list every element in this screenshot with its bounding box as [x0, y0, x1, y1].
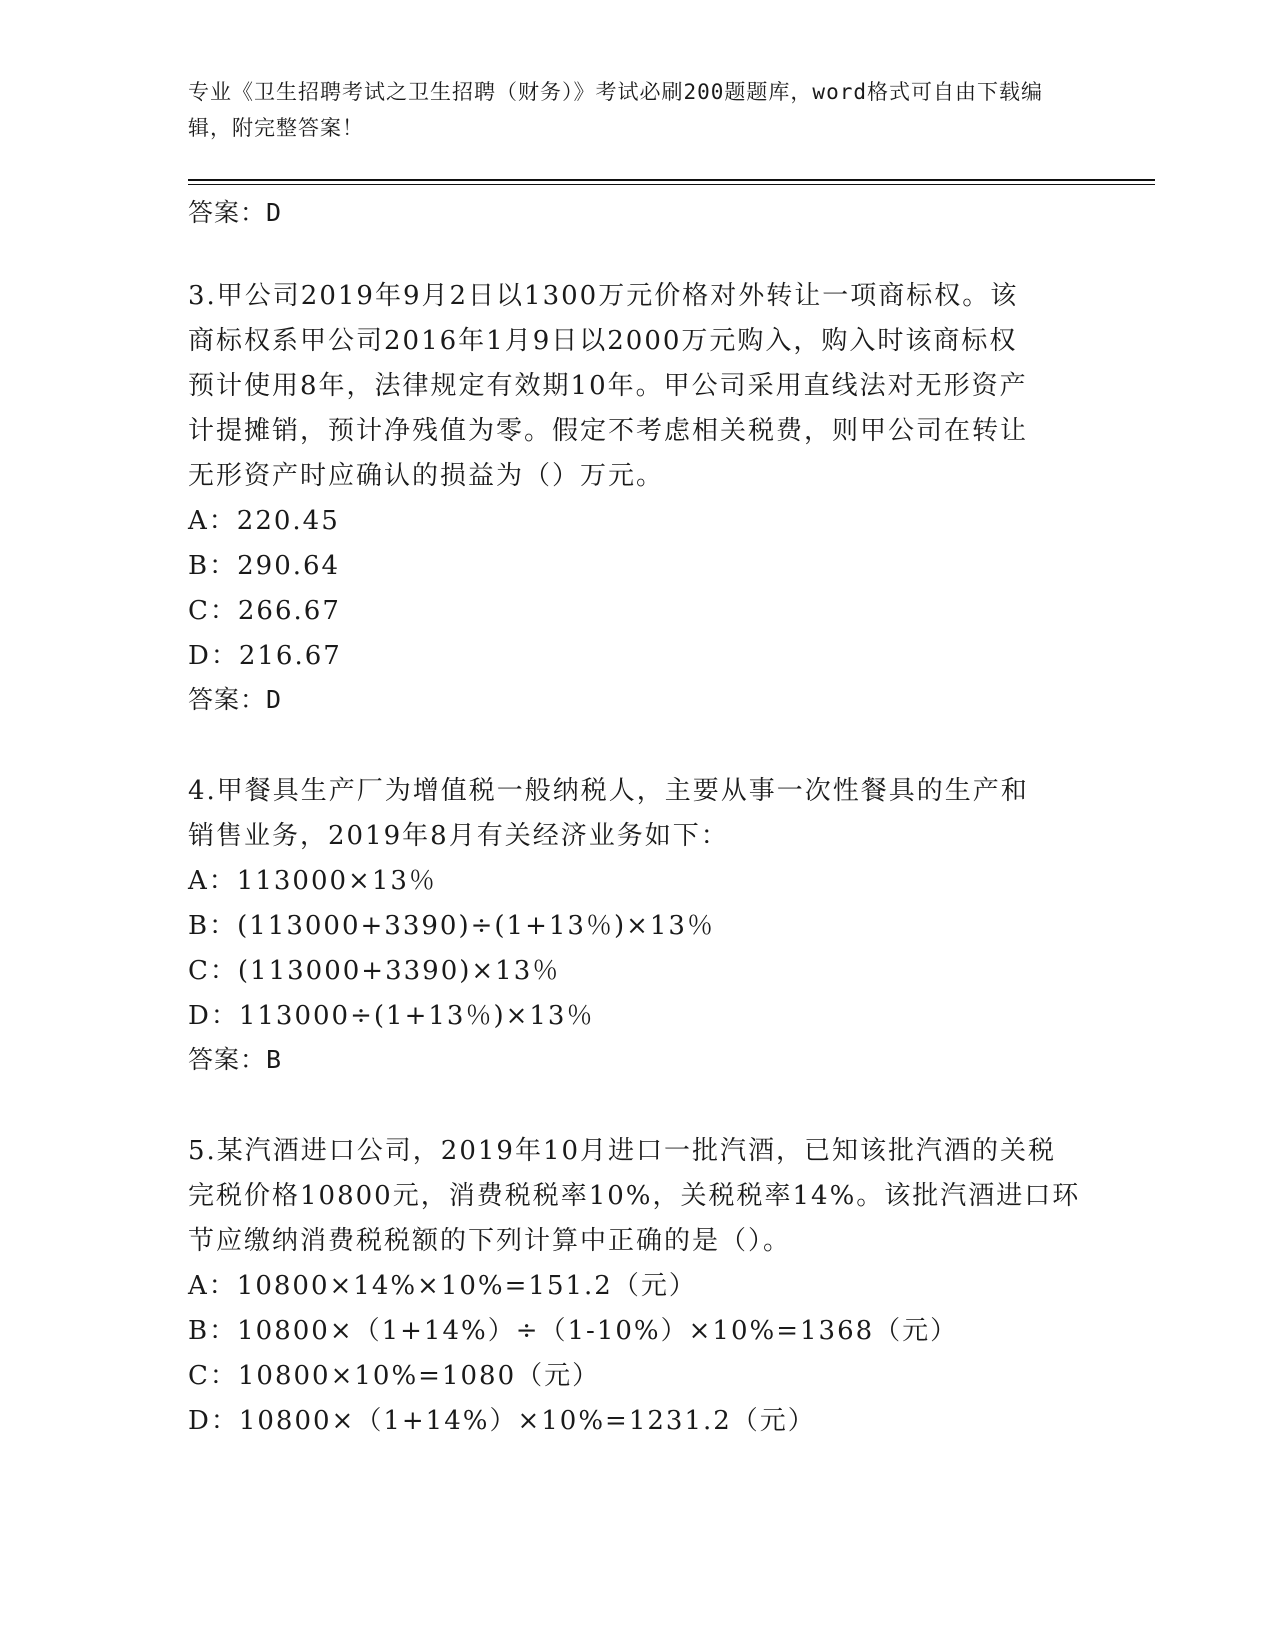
option-b: B：(113000+3390)÷(1+13％)×13％ [188, 911, 715, 941]
question-stem-line: 计提摊销，预计净残值为零。假定不考虑相关税费，则甲公司在转让 [188, 416, 1029, 446]
option-a: A：220.45 [188, 506, 340, 536]
header-rule-thick [188, 179, 1155, 181]
option-c: C：266.67 [188, 596, 341, 626]
question-stem-line: 商标权系甲公司2016年1月9日以2000万元购入，购入时该商标权 [188, 326, 1018, 356]
option-d: D：216.67 [188, 641, 342, 671]
option-c: C：10800×10%=1080（元） [188, 1361, 601, 1391]
option-b: B：10800×（1+14%）÷（1-10%）×10%=1368（元） [188, 1316, 959, 1346]
question-stem-line: 节应缴纳消费税税额的下列计算中正确的是（）。 [188, 1226, 792, 1256]
option-d: D：113000÷(1+13％)×13％ [188, 1001, 595, 1031]
header-rule-thin [188, 184, 1155, 185]
option-b: B：290.64 [188, 551, 341, 581]
question-stem-line: 3.甲公司2019年9月2日以1300万元价格对外转让一项商标权。该 [188, 281, 1019, 311]
answer-line: 答案：D [188, 198, 283, 227]
option-d: D：10800×（1+14%）×10%=1231.2（元） [188, 1406, 816, 1436]
question-stem-line: 完税价格10800元，消费税税率10%，关税税率14%。该批汽酒进口环 [188, 1181, 1081, 1211]
question-stem-line: 5.某汽酒进口公司，2019年10月进口一批汽酒，已知该批汽酒的关税 [188, 1136, 1057, 1166]
option-a: A：113000×13％ [188, 866, 437, 896]
question-stem-line: 销售业务，2019年8月有关经济业务如下： [188, 821, 729, 851]
answer-line: 答案：B [188, 1045, 283, 1074]
answer-line: 答案：D [188, 685, 283, 714]
document-header: 专业《卫生招聘考试之卫生招聘（财务）》考试必刷200题题库，word格式可自由下载编辑，附完整答案！ [188, 80, 1043, 140]
option-c: C：(113000+3390)×13％ [188, 956, 561, 986]
question-stem-line: 预计使用8年，法律规定有效期10年。甲公司采用直线法对无形资产 [188, 371, 1028, 401]
question-stem-line: 无形资产时应确认的损益为（）万元。 [188, 461, 665, 491]
option-a: A：10800×14%×10%=151.2（元） [188, 1271, 697, 1301]
question-stem-line: 4.甲餐具生产厂为增值税一般纳税人，主要从事一次性餐具的生产和 [188, 776, 1029, 806]
